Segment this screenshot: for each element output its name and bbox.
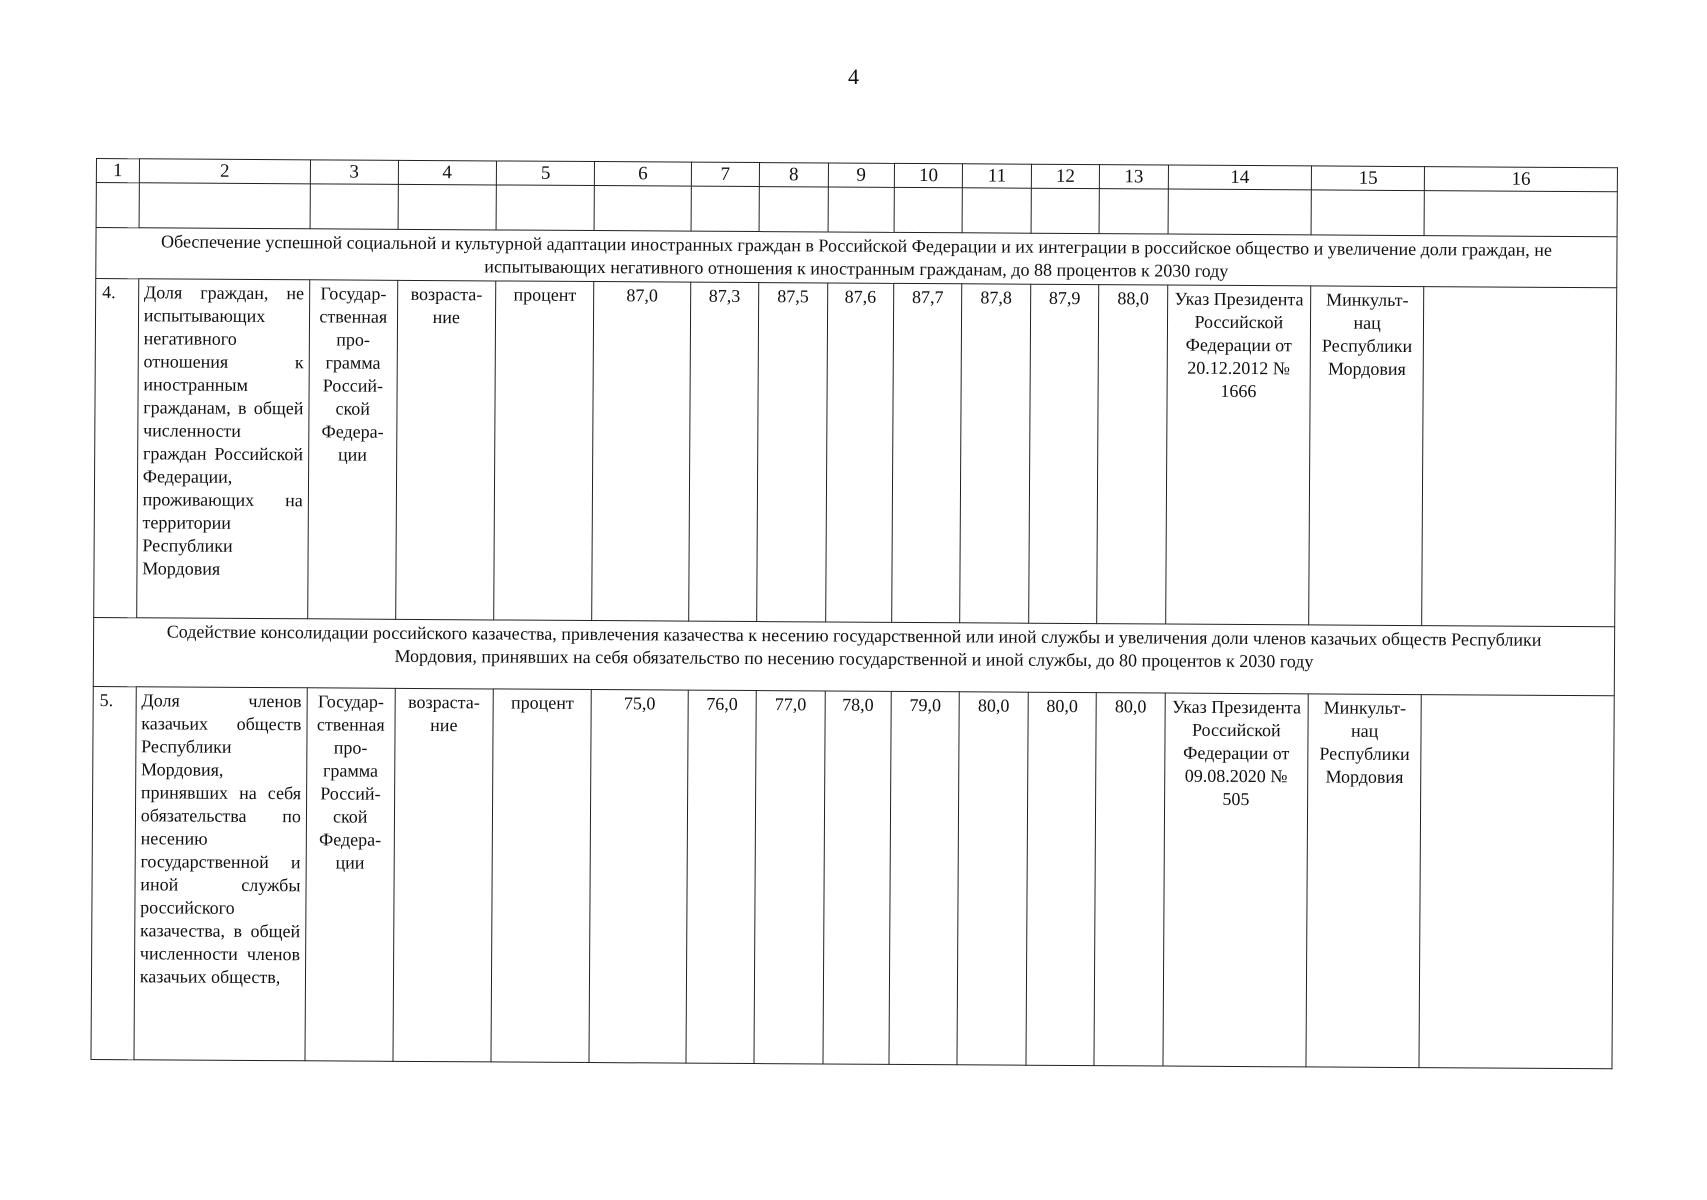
indicator-value: 80,0 — [1026, 692, 1097, 1065]
indicator-value: 76,0 — [686, 690, 757, 1063]
indicator-note — [1419, 695, 1614, 1069]
indicator-value: 87,3 — [688, 282, 759, 621]
section-heading-row — [96, 228, 1617, 288]
indicator-value: 79,0 — [889, 691, 960, 1064]
empty-cell — [1031, 188, 1100, 233]
indicator-value: 87,6 — [825, 283, 893, 622]
indicator-value: 78,0 — [823, 691, 892, 1064]
indicator-row — [94, 279, 1617, 627]
section-heading: Обеспечение успешной социальной и культурной адаптации иностранных граждан в Российской Федерации и их интеграции в российское общество и увеличение доли граждан, не испытывающих негативного отношения к иностранным гражданам, до 88 процентов к 2030 году — [96, 228, 1617, 288]
column-number: 12 — [1031, 164, 1100, 188]
column-number: 7 — [691, 162, 760, 186]
empty-cell — [962, 188, 1031, 233]
indicator-value: 87,5 — [757, 283, 828, 622]
indicator-value: 87,0 — [592, 282, 690, 622]
indicator-value: 77,0 — [754, 691, 825, 1064]
column-number: 9 — [828, 163, 894, 187]
indicator-note — [1422, 287, 1617, 627]
column-number: 5 — [496, 161, 595, 186]
indicator-trend: возраста-ние — [395, 280, 495, 620]
empty-cell — [894, 187, 963, 232]
indicator-document: Указ Президента Российской Федерации от 20.12.2012 № 1666 — [1165, 285, 1310, 625]
indicator-value: 80,0 — [957, 692, 1028, 1065]
indicator-value: 75,0 — [589, 690, 688, 1064]
indicator-responsible: Минкульт-нац Республики Мордовия — [1309, 286, 1424, 626]
column-number: 14 — [1168, 165, 1311, 190]
column-number: 4 — [398, 160, 497, 185]
column-number: 8 — [759, 163, 828, 187]
column-number: 10 — [894, 163, 963, 187]
empty-cell — [496, 185, 595, 231]
page-number: 4 — [848, 64, 859, 89]
empty-cell — [1099, 189, 1168, 234]
indicator-unit: процент — [494, 281, 594, 621]
indicator-source: Государ-ственная про-грамма Россий-ской Федера-ции — [308, 280, 398, 620]
empty-cell — [310, 184, 398, 230]
column-number: 6 — [595, 162, 691, 187]
empty-cell — [1424, 191, 1617, 237]
empty-cell — [398, 184, 497, 230]
indicator-document: Указ Президента Российской Федерации от 09.08.2020 № 505 — [1163, 693, 1309, 1067]
indicator-table — [90, 158, 1617, 1069]
indicator-name: Доля граждан, не испытывающих негативного отношения к иностранным гражданам, в общей численности граждан Российской Федерации, проживающих на территории Республики Мордовия — [136, 279, 309, 619]
row-index: 4. — [94, 279, 139, 618]
empty-cell — [96, 183, 139, 228]
indicator-name: Доля членов казачьих обществ Республики Мордовия, принявших на себя обязательства по несению государственной и иной службы российского казачества, в общей численности членов казачьих обществ, — [134, 687, 307, 1061]
indicator-unit: процент — [491, 689, 592, 1063]
empty-cell — [759, 187, 828, 232]
column-number: 11 — [963, 164, 1032, 188]
column-number: 3 — [310, 160, 398, 185]
column-number: 13 — [1100, 165, 1169, 189]
indicator-value: 80,0 — [1094, 693, 1165, 1066]
empty-cell — [139, 183, 310, 229]
column-number: 1 — [96, 159, 139, 183]
empty-cell — [1311, 190, 1425, 236]
indicator-source: Государ-ственная про-грамма Россий-ской Федера-ции — [305, 688, 395, 1062]
empty-cell — [828, 187, 895, 232]
indicator-value: 87,9 — [1028, 284, 1099, 623]
column-number: 2 — [139, 159, 310, 184]
indicator-row — [91, 686, 1614, 1068]
empty-cell — [691, 186, 760, 231]
column-number: 15 — [1311, 166, 1425, 191]
empty-cell — [594, 186, 691, 232]
row-index: 5. — [91, 686, 136, 1059]
empty-cell — [1168, 189, 1312, 235]
indicator-value: 88,0 — [1097, 285, 1168, 624]
indicator-trend: возраста-ние — [393, 688, 494, 1062]
section-heading-row — [93, 617, 1614, 695]
indicator-table-wrapper — [90, 158, 1617, 1069]
column-number: 16 — [1425, 167, 1618, 192]
section-heading: Содействие консолидации российского казачества, привлечения казачества к несению государственной или иной службы и увеличения доли членов казачьих обществ Республики Мордовия, принявших на себя обязательство по несению государственной и иной службы, до 80 процентов к 2030 году — [93, 617, 1614, 695]
indicator-responsible: Минкульт-нац Республики Мордовия — [1306, 694, 1422, 1068]
indicator-value: 87,7 — [892, 283, 963, 622]
indicator-value: 87,8 — [960, 284, 1031, 623]
